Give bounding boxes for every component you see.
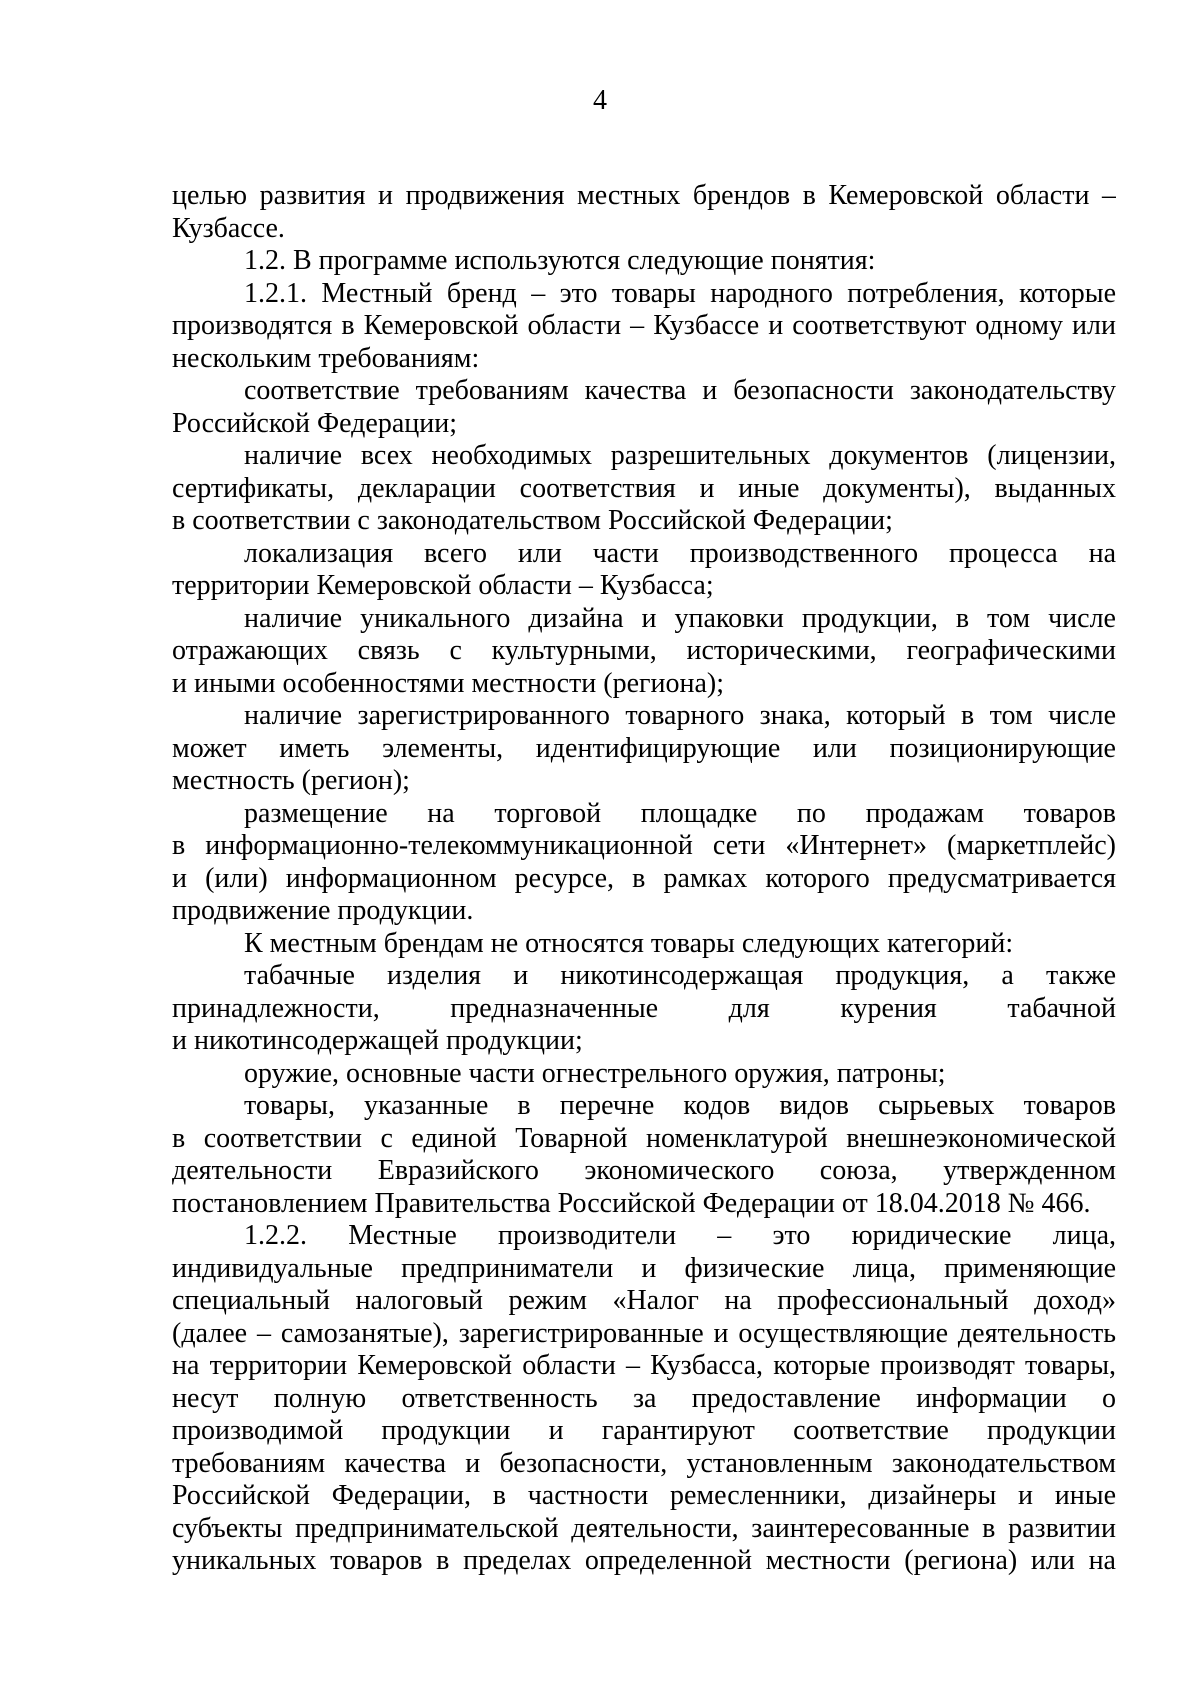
text-line: товары, указанные в перечне кодов видов сырьевых товаров — [244, 1090, 1116, 1121]
text-line: целью развития и продвижения местных брендов в Кемеровской области – — [172, 180, 1116, 211]
text-line: субъекты предпринимательской деятельности, заинтересованные в развитии — [172, 1512, 1116, 1544]
text-line: соответствие требованиям качества и безопасности законодательству — [244, 375, 1116, 406]
text-line: (далее – самозанятые), зарегистрированные и осуществляющие деятельность — [172, 1317, 1116, 1349]
text-line: отражающих связь с культурными, историческими, географическими — [172, 635, 1116, 666]
text-line: постановлением Правительства Российской Федерации от 18.04.2018 № 466. — [172, 1187, 1091, 1219]
text-line: наличие всех необходимых разрешительных документов (лицензии, — [244, 440, 1116, 471]
text-line: в соответствии с единой Товарной номенклатурой внешнеэкономической — [172, 1122, 1116, 1154]
text-line: на территории Кемеровской области – Кузбасса, которые производят товары, — [172, 1350, 1116, 1381]
text-line: и иными особенностями местности (региона); — [172, 667, 725, 699]
text-line: местность (регион); — [172, 765, 410, 796]
text-line: наличие зарегистрированного товарного знака, который в том числе — [244, 700, 1116, 731]
text-line: специальный налоговый режим «Налог на профессиональный доход» — [172, 1285, 1116, 1316]
text-line: табачные изделия и никотинсодержащая продукция, а также — [244, 960, 1116, 991]
text-line: деятельности Евразийского экономического союза, утвержденном — [172, 1155, 1116, 1186]
text-line: может иметь элементы, идентифицирующие или позиционирующие — [172, 732, 1116, 764]
text-line: территории Кемеровской области – Кузбасса; — [172, 570, 714, 601]
text-line: К местным брендам не относятся товары следующих категорий: — [244, 927, 1014, 959]
text-line: оружие, основные части огнестрельного оружия, патроны; — [244, 1057, 946, 1089]
text-line: и (или) информационном ресурсе, в рамках которого предусматривается — [172, 862, 1116, 894]
text-line: принадлежности, предназначенные для курения табачной — [172, 992, 1116, 1024]
text-line: 1.2.2. Местные производители – это юридические лица, — [244, 1220, 1116, 1251]
text-line: нескольким требованиям: — [172, 342, 480, 374]
page-number: 4 — [593, 85, 607, 116]
text-line: уникальных товаров в пределах определенной местности (региона) или на — [172, 1545, 1116, 1576]
text-line: индивидуальные предприниматели и физические лица, применяющие — [172, 1252, 1116, 1284]
text-line: размещение на торговой площадке по продажам товаров — [244, 797, 1116, 829]
text-line: в соответствии с законодательством Российской Федерации; — [172, 505, 893, 536]
text-line: сертификаты, декларации соответствия и иные документы), выданных — [172, 472, 1116, 504]
text-line: несут полную ответственность за предоставление информации о — [172, 1382, 1116, 1414]
text-line: в информационно-телекоммуникационной сети «Интернет» (маркетплейс) — [172, 830, 1116, 861]
text-line: 1.2. В программе используются следующие понятия: — [244, 245, 876, 276]
text-line: и никотинсодержащей продукции; — [172, 1025, 583, 1056]
text-line: производятся в Кемеровской области – Кузбассе и соответствуют одному или — [172, 310, 1116, 341]
text-line: наличие уникального дизайна и упаковки продукции, в том числе — [244, 602, 1116, 634]
text-line: продвижение продукции. — [172, 895, 474, 926]
text-line: локализация всего или части производственного процесса на — [244, 537, 1116, 569]
text-line: 1.2.1. Местный бренд – это товары народного потребления, которые — [244, 277, 1116, 309]
text-line: требованиям качества и безопасности, установленным законодательством — [172, 1447, 1116, 1479]
text-line: Кузбассе. — [172, 212, 285, 244]
body-text — [172, 180, 1116, 1578]
text-line: Российской Федерации; — [172, 407, 458, 439]
text-line: производимой продукции и гарантируют соответствие продукции — [172, 1415, 1116, 1446]
text-line: Российской Федерации, в частности ремесленники, дизайнеры и иные — [172, 1480, 1116, 1511]
